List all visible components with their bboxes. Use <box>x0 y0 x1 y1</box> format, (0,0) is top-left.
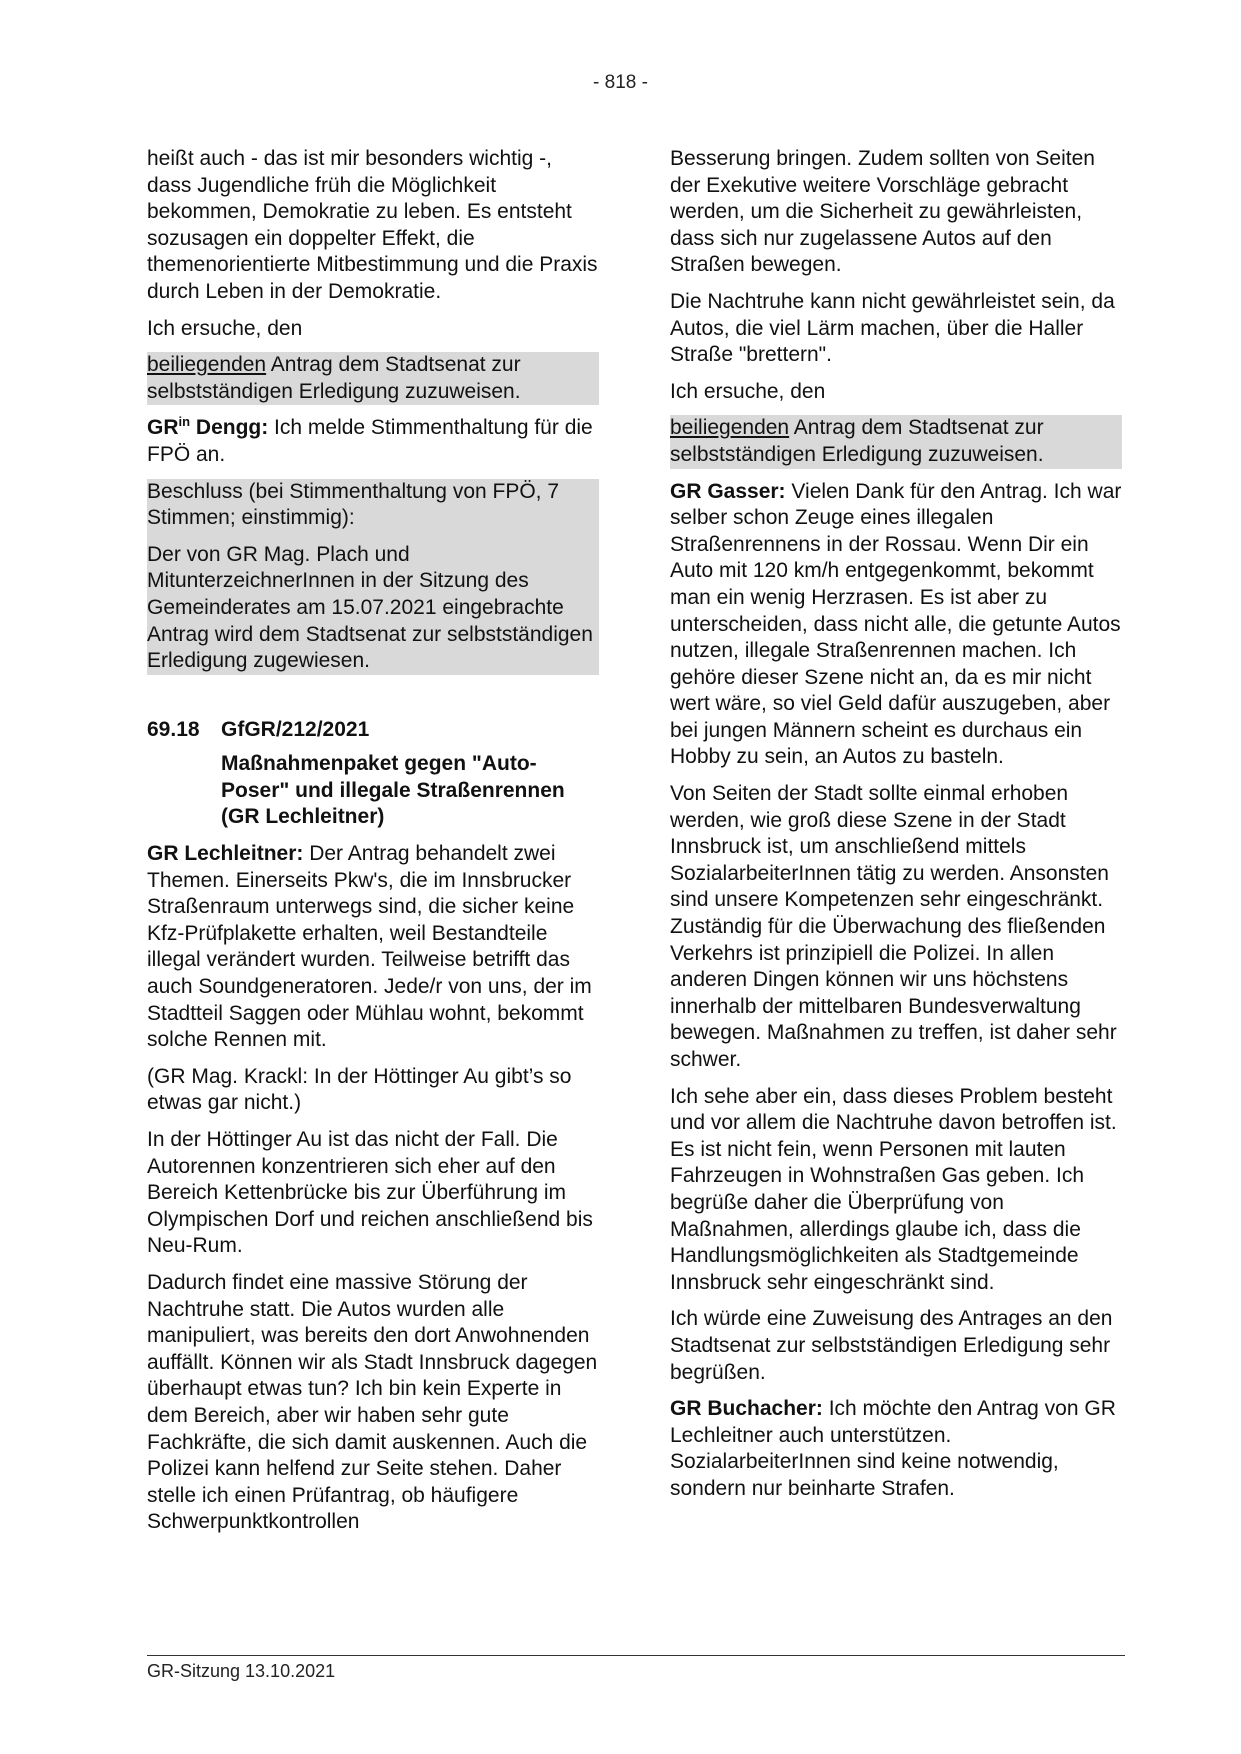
right-column <box>670 146 1122 1513</box>
statement-gasser-text: Vielen Dank für den Antrag. Ich war selber schon Zeuge eines illegalen Straßenrennens in der Rossau. Wenn Dir ein Auto mit 120 km/h entgegenkommt, bekommt man ein wenig Herzrasen. Es ist aber zu unterscheiden, dass nicht alle, die getunte Autos nutzen, illegale Straßenrennen machen. Ich gehöre dieser Szene nicht an, da es mir nicht wert wäre, so viel Geld dafür auszugeben, aber bei jungen Männern scheint es durchaus ein Hobby zu sein, an Autos zu basteln. <box>670 479 1122 769</box>
speaker-gasser: GR Gasser: <box>670 479 786 503</box>
page-number: - 818 - <box>593 72 648 93</box>
paragraph-nachtruhe: Dadurch findet eine massive Störung der Nachtruhe statt. Die Autos wurden alle manipuliert, was bereits den dort Anwohnenden auffällt. Können wir als Stadt Innsbruck dagegen überhaupt etwas tun? Ich bin kein Experte in dem Bereich, aber wir haben sehr gute Fachkräfte, die sich damit auskennen. Auch die Polizei kann helfend zur Seite stehen. Daher stelle ich einen Prüfantrag, ob häufigere Schwerpunktkontrollen <box>147 1270 598 1534</box>
paragraph-democracy: heißt auch - das ist mir besonders wichtig -, dass Jugendliche früh die Möglichkeit bekommen, Demokratie zu leben. Es entsteht sozusagen ein doppelter Effekt, die themenorientierte Mitbestimmung und die Praxis durch Leben in der Demokratie. <box>147 147 598 303</box>
paragraph-haller-strasse: Die Nachtruhe kann nicht gewährleistet sein, da Autos, die viel Lärm machen, über die Haller Straße "brettern". <box>670 289 1115 367</box>
agenda-heading <box>147 717 599 744</box>
statement-dengg-text: Ich melde Stimmenthaltung für die FPÖ an. <box>147 416 593 466</box>
agenda-code: GfGR/212/2021 <box>221 717 370 741</box>
request-underlined-right: beiliegenden <box>670 416 790 440</box>
paragraph-besserung: Besserung bringen. Zudem sollten von Seiten der Exekutive weitere Vorschläge gebracht werden, um die Sicherheit zu gewährleisten, dass sich nur zugelassene Autos auf den Straßen bewegen. <box>670 147 1095 277</box>
decision-title: Beschluss (bei Stimmenthaltung von FPÖ, 7 Stimmen; einstimmig): <box>147 479 560 530</box>
paragraph-hoettinger: In der Höttinger Au ist das nicht der Fall. Die Autorennen konzentrieren sich eher auf den Bereich Kettenbrücke bis zur Überführung im Olympischen Dorf und reichen anschließend bis Neu-Rum. <box>147 1128 593 1258</box>
request-intro-right: Ich ersuche, den <box>670 379 826 403</box>
statement-dengg <box>147 415 599 468</box>
agenda-subject: Maßnahmenpaket gegen "Auto-Poser" und illegale Straßenrennen (GR Lechleitner) <box>221 752 565 829</box>
statement-buchacher <box>670 1396 1122 1502</box>
statement-lechleitner-text: Der Antrag behandelt zwei Themen. Einerseits Pkw's, die im Innsbrucker Straßenraum unterwegs sind, die sicher keine Kfz-Prüfplakette erhalten, weil Bestandteile illegal verändert wurden. Teilweise betrifft das auch Soundgeneratoren. Jede/r von uns, der im Stadtteil Saggen oder Mühlau wohnt, bekommt solche Rennen mit. <box>147 842 592 1052</box>
paragraph-zuweisung: Ich würde eine Zuweisung des Antrages an den Stadtsenat zur selbstständigen Erledigung sehr begrüßen. <box>670 1307 1113 1384</box>
request-intro: Ich ersuche, den <box>147 316 303 340</box>
statement-lechleitner <box>147 841 599 1054</box>
decision-block <box>147 479 599 675</box>
request-rest: Antrag dem Stadtsenat zur selbstständigen Erledigung zuzuweisen. <box>147 353 521 403</box>
left-column <box>147 146 599 1546</box>
decision-text: Der von GR Mag. Plach und MitunterzeichnerInnen in der Sitzung des Gemeinderates am 15.07.2021 eingebrachte Antrag wird dem Stadtsenat zur selbstständigen Erledigung zugewiesen. <box>147 542 593 673</box>
agenda-number: 69.18 <box>147 717 200 741</box>
request-rest-right: Antrag dem Stadtsenat zur selbstständigen Erledigung zuzuweisen. <box>670 416 1044 466</box>
speaker-dengg: $GR^{in}$ Dengg: <box>147 414 269 440</box>
interjection-krackl: (GR Mag. Krackl: In der Höttinger Au gibt’s so etwas gar nicht.) <box>147 1064 572 1115</box>
request-underlined: beiliegenden <box>147 353 267 377</box>
speaker-lechleitner: GR Lechleitner: <box>147 842 304 866</box>
request-motion-right <box>670 415 1122 468</box>
footer-divider <box>147 1655 1125 1656</box>
footer-session-date: GR-Sitzung 13.10.2021 <box>147 1661 336 1681</box>
statement-buchacher-text: Ich möchte den Antrag von GR Lechleitner auch unterstützen. SozialarbeiterInnen sind keine notwendig, sondern nur beinharte Strafen. <box>670 1397 1116 1500</box>
paragraph-stadt: Von Seiten der Stadt sollte einmal erhoben werden, wie groß diese Szene in der Stadt Innsbruck ist, um anschließend mittels SozialarbeiterInnen tätig zu werden. Ansonsten sind unsere Kompetenzen sehr eingeschränkt. Zuständig für die Überwachung des fließenden Verkehrs ist prinzipiell die Polizei. In allen anderen Dingen können wir uns höchstens innerhalb der mittelbaren Bundesverwaltung bewegen. Maßnahmen zu treffen, ist daher sehr schwer. <box>670 782 1117 1071</box>
request-motion <box>147 352 599 405</box>
statement-gasser <box>670 479 1122 772</box>
paragraph-problem: Ich sehe aber ein, dass dieses Problem besteht und vor allem die Nachtruhe davon betroffen ist. Es ist nicht fein, wenn Personen mit lauten Fahrzeugen in Wohnstraßen Gas geben. Ich begrüße daher die Überprüfung von Maßnahmen, allerdings glaube ich, dass die Handlungsmöglichkeiten als Stadtgemeinde Innsbruck sehr eingeschränkt sind. <box>670 1084 1117 1294</box>
speaker-buchacher: GR Buchacher: <box>670 1397 823 1421</box>
